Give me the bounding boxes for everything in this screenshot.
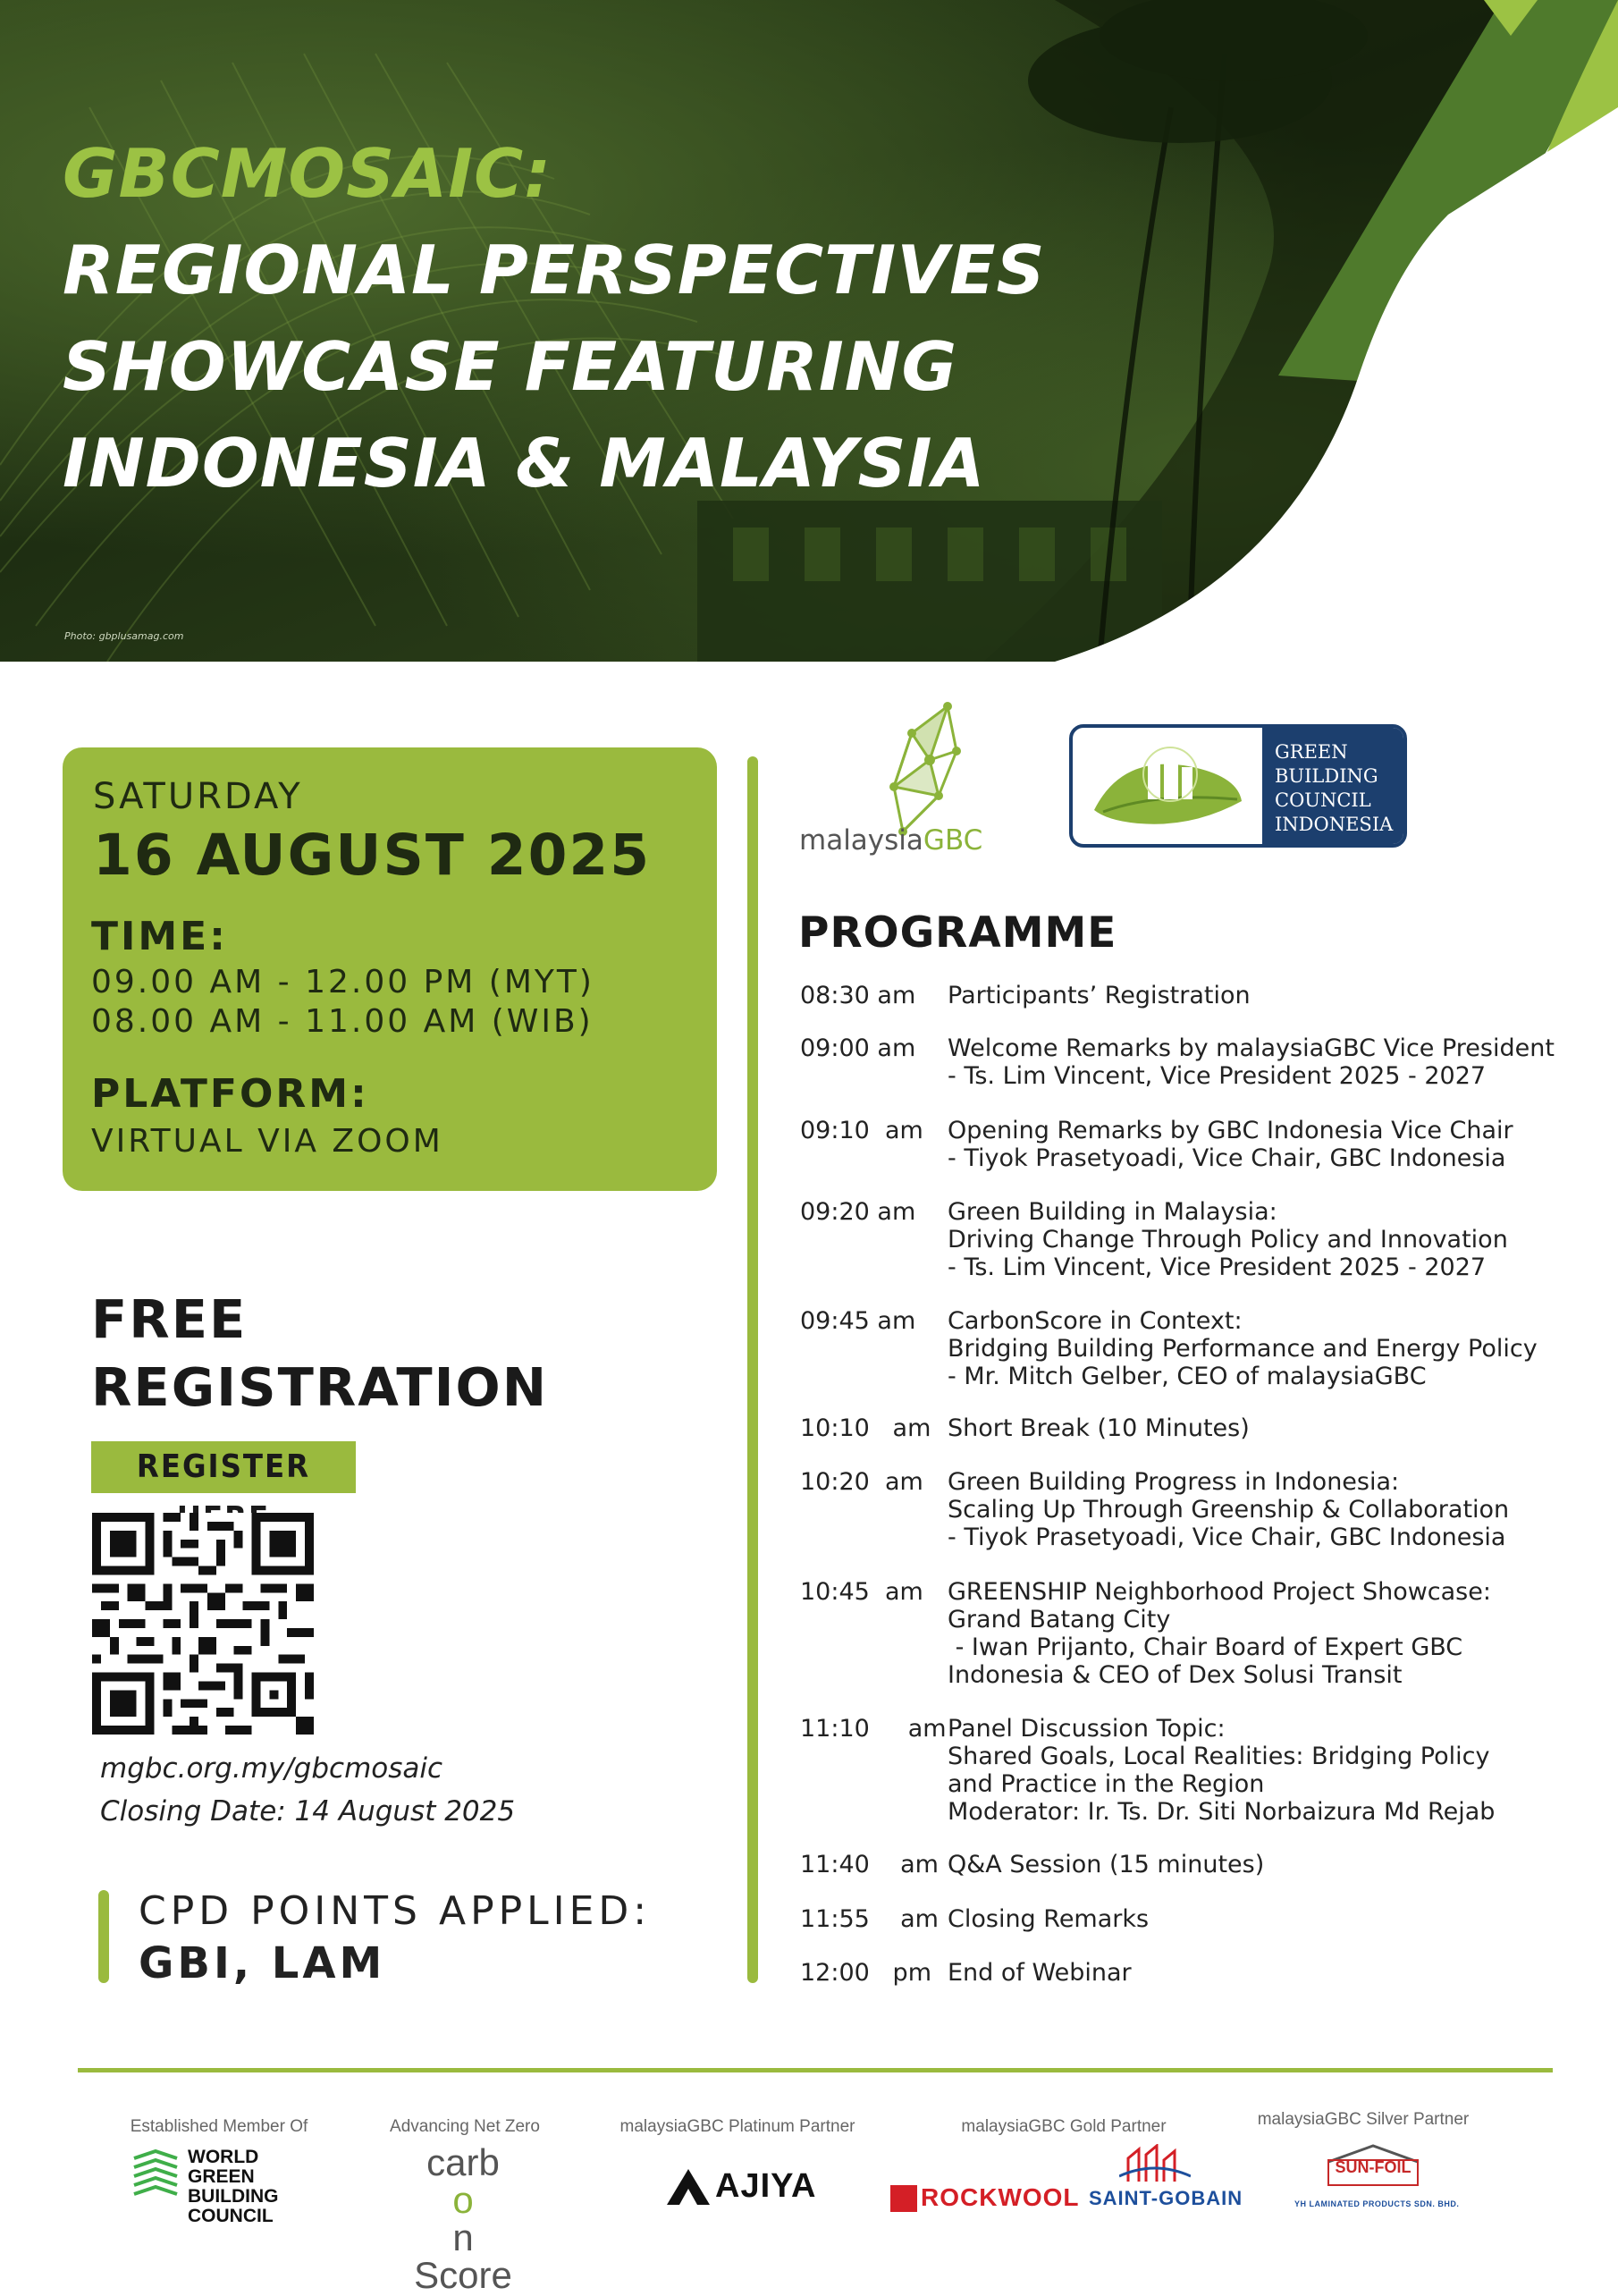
programme-time: 08:30 am — [800, 982, 916, 1009]
programme-description-line: Driving Change Through Policy and Innovation — [948, 1226, 1508, 1254]
programme-description-line: Indonesia & CEO of Dex Solusi Transit — [948, 1661, 1403, 1689]
programme-description-line: Scaling Up Through Greenship & Collaboration — [948, 1496, 1510, 1524]
caption-advancing-net-zero: Advancing Net Zero — [390, 2117, 540, 2136]
programme-description-line: End of Webinar — [948, 1959, 1132, 1987]
programme-description-line: Moderator: Ir. Ts. Dr. Siti Norbaizura Md Rejab — [948, 1798, 1496, 1826]
programme-time: 10:20 am — [800, 1468, 923, 1496]
gbc-indonesia-logo — [1069, 724, 1407, 848]
platform-label: PLATFORM: — [91, 1071, 369, 1117]
carbon-line2: Score — [414, 2254, 512, 2296]
programme-description-line: - Ts. Lim Vincent, Vice President 2025 - 2027 — [948, 1254, 1487, 1281]
programme-description-line: Welcome Remarks by malaysiaGBC Vice President — [948, 1034, 1555, 1062]
carbon-line1: carb o n — [426, 2141, 500, 2258]
gbci-leaf-building-icon — [1085, 739, 1246, 837]
wgbc-wordmark — [188, 2148, 279, 2226]
event-day: SATURDAY — [93, 776, 303, 817]
ajiya-wordmark: AJIYA — [715, 2167, 817, 2205]
programme-description-line: - Iwan Prijanto, Chair Board of Expert GBC — [948, 1633, 1463, 1661]
wgbc-line2: GREEN — [188, 2166, 255, 2187]
time-myt: 09.00 AM - 12.00 PM (MYT) — [91, 964, 594, 1000]
event-date: 16 AUGUST 2025 — [93, 823, 652, 888]
sunfoil-wordmark: SUN-FOIL — [1335, 2158, 1412, 2176]
programme-time: 09:00 am — [800, 1034, 916, 1062]
programme-description-line: - Mr. Mitch Gelber, CEO of malaysiaGBC — [948, 1363, 1427, 1390]
event-title-line4: INDONESIA & MALAYSIA — [63, 424, 986, 502]
programme-description — [948, 1905, 1591, 1933]
programme-time: 09:45 am — [800, 1307, 916, 1335]
registration-qr-code[interactable] — [92, 1513, 314, 1735]
programme-description — [948, 1034, 1591, 1090]
caption-gold-partner: malaysiaGBC Gold Partner — [961, 2117, 1167, 2136]
time-label: TIME: — [91, 914, 228, 959]
gbci-line2: BUILDING — [1275, 765, 1378, 787]
event-details-box — [63, 747, 717, 1191]
gbci-line1: GREEN — [1275, 741, 1348, 763]
programme-description-line: - Tiyok Prasetyoadi, Vice Chair, GBC Indonesia — [948, 1524, 1506, 1551]
wgbc-line1: WORLD — [188, 2147, 259, 2167]
programme-description-line: Participants’ Registration — [948, 982, 1251, 1009]
event-title-line3: SHOWCASE FEATURING — [63, 327, 958, 406]
programme-time: 09:10 am — [800, 1117, 923, 1144]
programme-description — [948, 982, 1591, 1009]
programme-time: 09:20 am — [800, 1198, 916, 1226]
time-wib: 08.00 AM - 11.00 AM (WIB) — [91, 1003, 594, 1040]
event-title-line1: GBCMOSAIC: — [63, 134, 552, 213]
registration-heading — [91, 1286, 548, 1422]
sunfoil-company-name: YH LAMINATED PRODUCTS SDN. BHD. — [1294, 2199, 1460, 2208]
programme-description-line: Opening Remarks by GBC Indonesia Vice Chair — [948, 1117, 1513, 1144]
gbci-line3: COUNCIL — [1275, 789, 1371, 811]
programme-description-line: Closing Remarks — [948, 1905, 1150, 1933]
saint-gobain-logo-icon — [1119, 2144, 1191, 2183]
programme-description-line: Shared Goals, Local Realities: Bridging Policy — [948, 1743, 1490, 1770]
cpd-value: GBI, LAM — [139, 1938, 386, 1988]
closing-date: Closing Date: 14 August 2025 — [100, 1795, 516, 1828]
caption-silver-partner: malaysiaGBC Silver Partner — [1257, 2110, 1470, 2129]
programme-time: 11:55 am — [800, 1905, 939, 1933]
programme-description-line: Bridging Building Performance and Energy Policy — [948, 1335, 1538, 1363]
rockwool-wordmark: ROCKWOOL — [921, 2183, 1080, 2211]
programme-description-line: Green Building Progress in Indonesia: — [948, 1468, 1400, 1496]
platform-value: VIRTUAL VIA ZOOM — [91, 1123, 443, 1160]
register-here-button[interactable]: REGISTER — [91, 1441, 356, 1493]
programme-description — [948, 1414, 1591, 1442]
rockwool-logo-icon — [890, 2185, 917, 2212]
programme-description-line: Green Building in Malaysia: — [948, 1198, 1277, 1226]
wgbc-line3: BUILDING — [188, 2186, 279, 2207]
programme-time: 10:10 am — [800, 1414, 931, 1442]
photo-credit: Photo: gbplusamag.com — [64, 630, 184, 642]
wgbc-line4: COUNCIL — [188, 2206, 274, 2226]
registration-heading-line2: REGISTRATION — [91, 1356, 549, 1418]
saint-gobain-wordmark: SAINT-GOBAIN — [1089, 2187, 1243, 2209]
programme-time: 11:10 am — [800, 1715, 947, 1743]
programme-description-line: GREENSHIP Neighborhood Project Showcase: — [948, 1578, 1491, 1606]
programme-description-line: - Tiyok Prasetyoadi, Vice Chair, GBC Indonesia — [948, 1144, 1506, 1172]
programme-description-line: Grand Batang City — [948, 1606, 1171, 1633]
vertical-divider — [747, 756, 758, 1983]
event-title — [63, 125, 1046, 511]
programme-description — [948, 1468, 1591, 1551]
wgbc-logo-icon — [131, 2149, 181, 2196]
gbci-line4: INDONESIA — [1275, 814, 1394, 835]
registration-heading-line1: FREE — [91, 1288, 248, 1350]
programme-time: 12:00 pm — [800, 1959, 931, 1987]
programme-description-line: Q&A Session (15 minutes) — [948, 1851, 1265, 1878]
mgbc-suffix: GBC — [923, 824, 983, 857]
programme-time: 11:40 am — [800, 1851, 939, 1878]
malaysiagbc-wordmark — [799, 824, 982, 857]
programme-time: 10:45 am — [800, 1578, 923, 1606]
mgbc-prefix: malaysia — [799, 824, 923, 857]
programme-description-line: - Ts. Lim Vincent, Vice President 2025 - 2027 — [948, 1062, 1487, 1090]
caption-platinum-partner: malaysiaGBC Platinum Partner — [619, 2117, 855, 2136]
programme-heading: PROGRAMME — [798, 908, 1117, 958]
caption-established-member: Established Member Of — [130, 2117, 308, 2136]
programme-description — [948, 1959, 1591, 1987]
hero-banner — [0, 0, 1618, 662]
programme-description-line: CarbonScore in Context: — [948, 1307, 1243, 1335]
gbci-wordmark — [1262, 728, 1407, 848]
programme-description-line: Panel Discussion Topic: — [948, 1715, 1226, 1743]
programme-description-line: Short Break (10 Minutes) — [948, 1414, 1250, 1442]
carbonscore-logo — [392, 2141, 535, 2296]
programme-description — [948, 1307, 1591, 1390]
programme-description — [948, 1117, 1591, 1172]
cpd-label: CPD POINTS APPLIED: — [139, 1888, 652, 1934]
programme-description — [948, 1715, 1591, 1826]
programme-description-line: and Practice in the Region — [948, 1770, 1265, 1798]
footer-divider — [78, 2068, 1553, 2072]
programme-description — [948, 1198, 1591, 1281]
registration-url[interactable]: mgbc.org.my/gbcmosaic — [100, 1752, 443, 1785]
programme-description — [948, 1851, 1591, 1878]
cpd-accent-bar — [98, 1890, 109, 1983]
programme-description — [948, 1578, 1591, 1689]
event-title-line2: REGIONAL PERSPECTIVES — [63, 231, 1046, 309]
